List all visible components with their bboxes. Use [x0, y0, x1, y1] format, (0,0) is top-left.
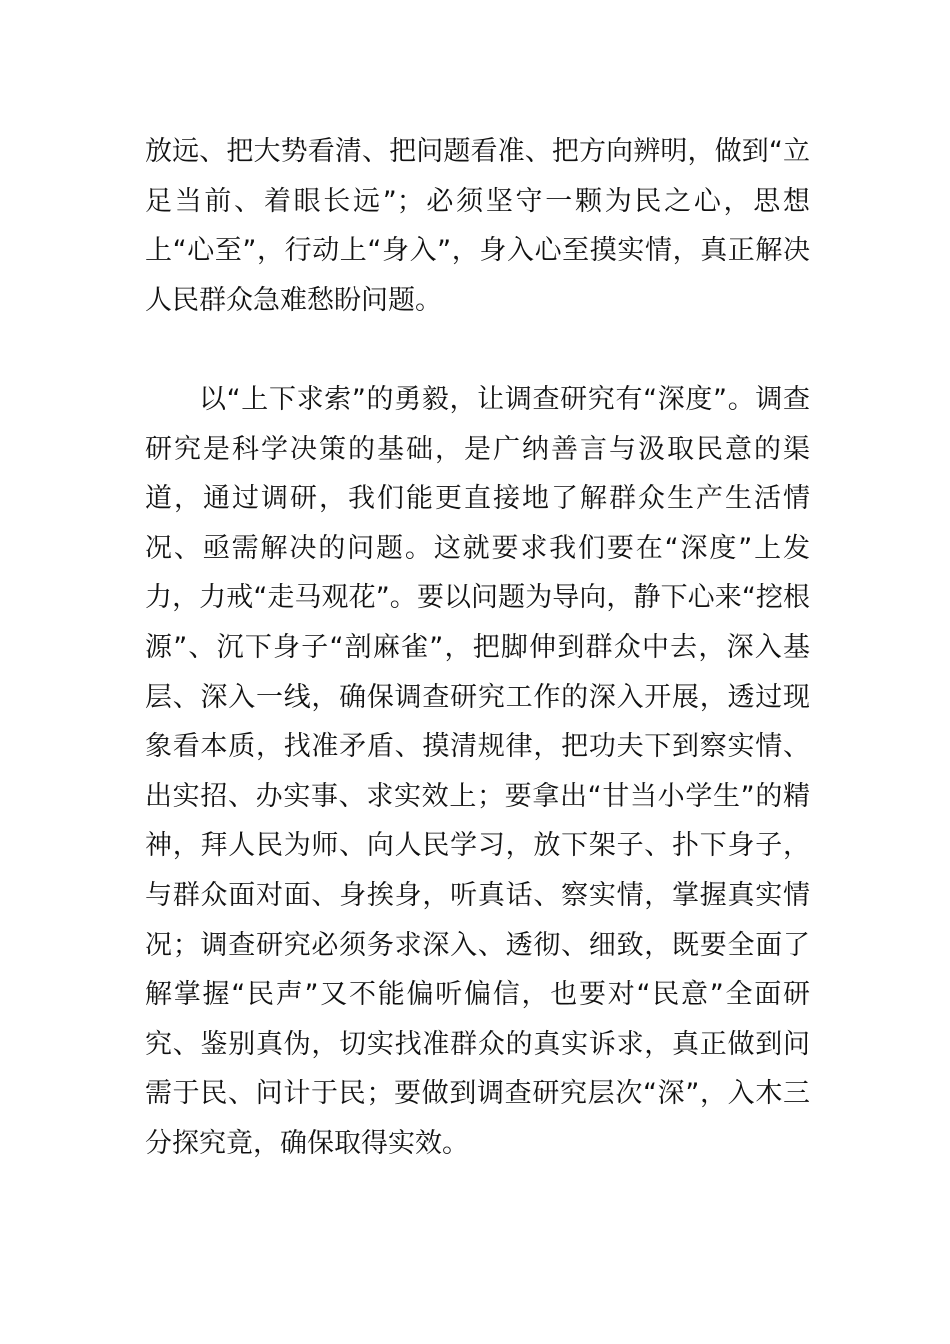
paragraph-depth-of-research: 以“上下求索”的勇毅，让调查研究有“深度”。调查研究是科学决策的基础，是广纳善言与汲取民意的渠道，通过调研，我们能更直接地了解群众生产生活情况、亟需解决的问题。这就要求我们要在“深度”上发力，力戒“走马观花”。要以问题为导向，静下心来“挖根源”、沉下身子“剖麻雀”，把脚伸到群众中去，深入基层、深入一线，确保调查研究工作的深入开展，透过现象看本质，找准矛盾、摸清规律，把功夫下到察实情、出实招、办实事、求实效上；要拿出“甘当小学生”的精神，拜人民为师、向人民学习，放下架子、扑下身子，与群众面对面、身挨身，听真话、察实情，掌握真实情况；调查研究必须务求深入、透彻、细致，既要全面了解掌握“民声”又不能偏听偏信，也要对“民意”全面研究、鉴别真伪，切实找准群众的真实诉求，真正做到问需于民、问计于民；要做到调查研究层次“深”，入木三分探究竟，确保取得实效。	[145, 384, 810, 1159]
paragraph-continuation: 放远、把大势看清、把问题看准、把方向辨明，做到“立足当前、着眼长远”；必须坚守一颗为民之心，思想上“心至”，行动上“身入”，身入心至摸实情，真正解决人民群众急难愁盼问题。	[145, 136, 810, 316]
